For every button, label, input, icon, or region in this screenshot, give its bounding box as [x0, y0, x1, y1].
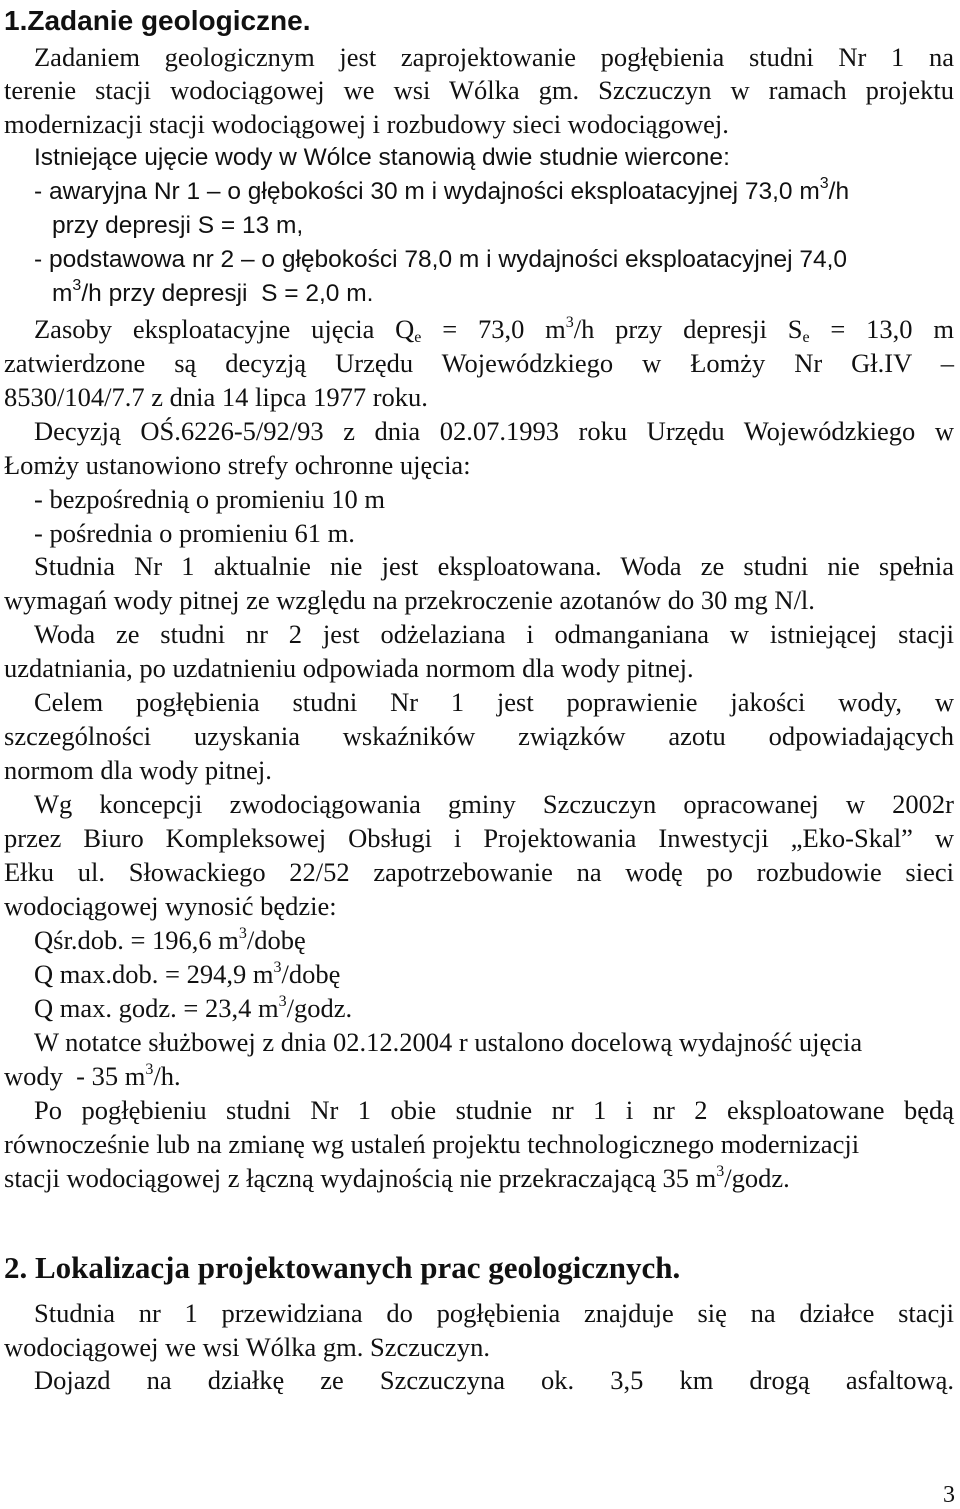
paragraph-line: W notatce służbowej z dnia 02.12.2004 r ustalono docelową wydajność ujęcia	[34, 1027, 863, 1057]
list-item: - bezpośrednią o promieniu 10 m	[34, 484, 386, 514]
paragraph-line: wodociągowej wynosić będzie:	[4, 891, 337, 921]
page-number: 3	[943, 1482, 955, 1508]
demand-item	[34, 923, 960, 957]
paragraph-line: przez Biuro Kompleksowej Obsługi i Projektowania Inwestycji „Eko-Skal” w	[4, 823, 954, 853]
superscript: 3	[145, 1061, 154, 1078]
paragraph-line: Wg koncepcji zwodociągowania gminy Szczuczyn opracowanej w 2002r	[34, 789, 954, 819]
demand-unit: /dobę	[246, 925, 306, 955]
paragraph-line: Celem pogłębienia studni Nr 1 jest poprawienie jakości wody, w	[34, 687, 954, 717]
unit-text: /h przy depresji S = 2,0 m.	[81, 280, 374, 307]
zasoby-line	[34, 312, 954, 346]
paragraph-line: normom dla wody pitnej.	[4, 755, 272, 785]
text-span: = 73,0 m	[421, 314, 566, 344]
demand-label: Q max.dob. = 294,9 m	[34, 959, 274, 989]
paragraph-line: Woda ze studni nr 2 jest odżelaziana i odmanganiana w istniejącej stacji	[34, 619, 954, 649]
demand-label: Qśr.dob. = 196,6 m	[34, 925, 239, 955]
paragraph-line: Zadaniem geologicznym jest zaprojektowanie pogłębienia studni Nr 1 na	[34, 42, 954, 72]
text-span: /h.	[153, 1061, 181, 1091]
paragraph-line: Łomży ustanowiono strefy ochronne ujęcia:	[4, 450, 471, 480]
paragraph-line: szczególności uzyskania wskaźników związków azotu odpowiadających	[4, 721, 954, 751]
paragraph-line: Istniejące ujęcie wody w Wólce stanowią dwie studnie wiercone:	[34, 144, 730, 171]
text-span: /h przy depresji S	[573, 314, 803, 344]
paragraph-line: uzdatniania, po uzdatnieniu odpowiada normom dla wody pitnej.	[4, 653, 694, 683]
superscript: 3	[819, 175, 829, 192]
superscript: 3	[278, 993, 287, 1010]
well-podstawowa-depression	[52, 277, 960, 311]
demand-unit: /dobę	[281, 959, 341, 989]
paragraph-line: terenie stacji wodociągowej we wsi Wólka gm. Szczuczyn w ramach projektu	[4, 75, 954, 105]
paragraph-line: 8530/104/7.7 z dnia 14 lipca 1977 roku.	[4, 382, 428, 412]
paragraph-line: Ełku ul. Słowackiego 22/52 zapotrzebowanie na wodę po rozbudowie sieci	[4, 857, 954, 887]
section-2-heading: 2. Lokalizacja projektowanych prac geologicznych.	[4, 1250, 681, 1285]
text-span: stacji wodociągowej z łączną wydajnością nie przekraczającą 35 m	[4, 1163, 717, 1193]
paragraph-line: modernizacji stacji wodociągowej i rozbudowy sieci wodociągowej.	[4, 109, 729, 139]
subscript: e	[802, 329, 810, 346]
subscript: e	[414, 329, 422, 346]
paragraph-line: Po pogłębieniu studni Nr 1 obie studnie nr 1 i nr 2 eksploatowane będą	[34, 1095, 954, 1125]
list-item: - pośrednia o promieniu 61 m.	[34, 518, 355, 548]
superscript: 3	[238, 925, 247, 942]
text-span: Zasoby eksploatacyjne ujęcia Q	[34, 314, 415, 344]
superscript: 3	[716, 1163, 725, 1180]
unit-text: /h	[828, 178, 850, 205]
paragraph-line: wodociągowej we wsi Wólka gm. Szczuczyn.	[4, 1332, 490, 1362]
demand-item	[34, 991, 960, 1025]
well-podstawowa-line: - podstawowa nr 2 – o głębokości 78,0 m i wydajności eksploatacyjnej 74,0	[34, 246, 848, 273]
superscript: 3	[565, 314, 574, 331]
paragraph-line: Dojazd na działkę ze Szczuczyna ok. 3,5 km drogą asfaltową.	[34, 1365, 954, 1395]
paragraph-line: wymagań wody pitnej ze względu na przekroczenie azotanów do 30 mg N/l.	[4, 585, 815, 615]
text-span: = 13,0 m	[809, 314, 954, 344]
well-awaryjna-line	[34, 175, 960, 209]
well-awaryjna-text: - awaryjna Nr 1 – o głębokości 30 m i wydajności eksploatacyjnej 73,0 m	[34, 178, 820, 205]
well-awaryjna-depression: przy depresji S = 13 m,	[52, 212, 304, 239]
superscript: 3	[72, 277, 82, 294]
superscript: 3	[273, 959, 282, 976]
paragraph-line: równocześnie lub na zmianę wg ustaleń projektu technologicznego modernizacji	[4, 1129, 860, 1159]
section-1-heading: 1.Zadanie geologiczne.	[4, 5, 311, 36]
text-span: wody - 35 m	[4, 1061, 146, 1091]
paragraph-line: Studnia Nr 1 aktualnie nie jest eksploatowana. Woda ze studni nie spełnia	[34, 551, 954, 581]
demand-unit: /godz.	[286, 993, 353, 1023]
paragraph-line	[4, 1161, 960, 1195]
paragraph-line: zatwierdzone są decyzją Urzędu Wojewódzkiego w Łomży Nr Gł.IV –	[4, 348, 954, 378]
demand-item	[34, 957, 960, 991]
paragraph-line: Studnia nr 1 przewidziana do pogłębienia znajduje się na działce stacji	[34, 1298, 954, 1328]
paragraph-line: Decyzją OŚ.6226-5/92/93 z dnia 02.07.1993 roku Urzędu Wojewódzkiego w	[34, 416, 954, 446]
paragraph-line	[4, 1059, 960, 1093]
unit-text: m	[52, 280, 73, 307]
text-span: /godz.	[724, 1163, 790, 1193]
demand-label: Q max. godz. = 23,4 m	[34, 993, 279, 1023]
